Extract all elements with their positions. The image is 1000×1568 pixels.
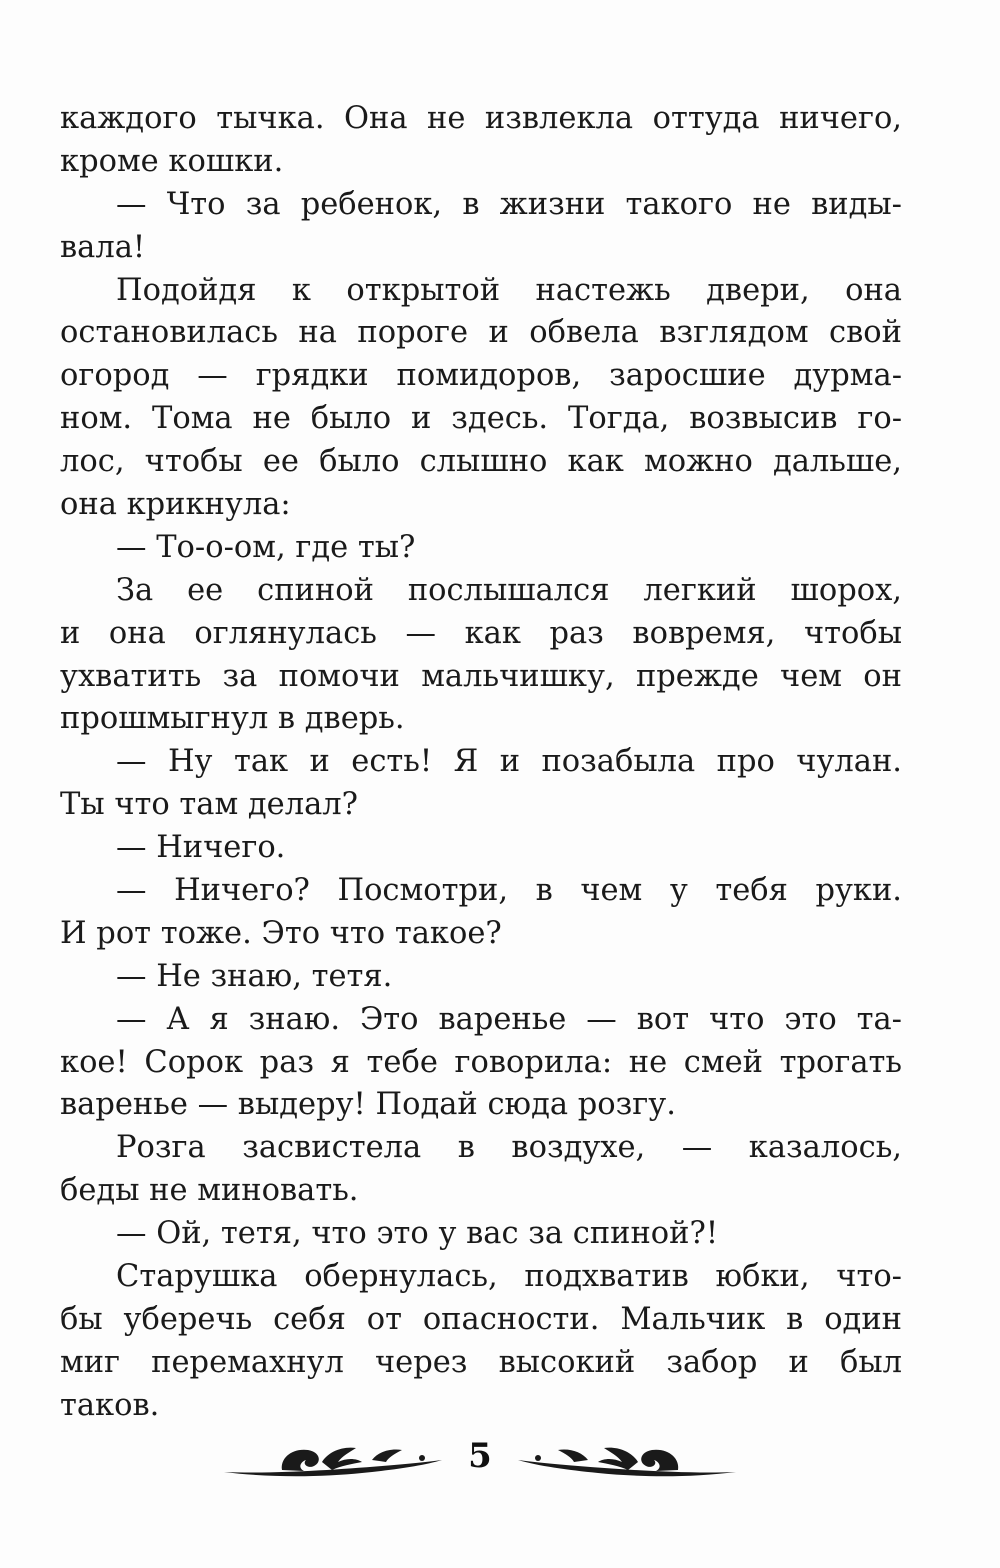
text-line: кое! Сорок раз я тебе говорила: не смей трогать [60, 1044, 902, 1080]
text-line: Ты что там делал? [60, 787, 359, 823]
text-line: — Ничего? Посмотри, в чем у тебя руки. [116, 873, 902, 909]
text-line: вала! [60, 229, 146, 265]
text-line: бы уберечь себя от опасности. Мальчик в один [60, 1301, 902, 1337]
text-line: прошмыгнул в дверь. [60, 701, 405, 737]
text-line: кроме кошки. [60, 143, 284, 179]
text-line: — Ну так и есть! Я и позабыла про чулан. [116, 744, 902, 780]
text-line: варенье — выдеру! Подай сюда розгу. [60, 1087, 676, 1123]
text-line: ном. Тома не было и здесь. Тогда, возвысив го- [60, 401, 902, 437]
text-line: она крикнула: [60, 487, 291, 523]
text-line: лос, чтобы ее было слышно как можно дальше, [60, 444, 902, 480]
text-line: и она оглянулась — как раз вовремя, чтобы [60, 615, 902, 651]
text-line: И рот тоже. Это что такое? [60, 915, 502, 951]
body-text [60, 98, 902, 1428]
text-line: — То-о-ом, где ты? [116, 529, 416, 565]
flourish-ornament-right-icon [516, 1440, 738, 1484]
text-line: каждого тычка. Она не извлекла оттуда ничего, [60, 101, 902, 136]
text-line: огород — грядки помидоров, заросшие дурма- [60, 358, 902, 394]
page-footer [0, 1430, 1000, 1500]
text-line: — Ничего. [116, 830, 286, 866]
page-number: 5 [468, 1436, 492, 1476]
text-line: — А я знаю. Это варенье — вот что это та- [116, 1001, 902, 1037]
flourish-ornament-left-icon [222, 1440, 444, 1484]
text-line: Подойдя к открытой настежь двери, она [116, 272, 902, 308]
text-line: — Ой, тетя, что это у вас за спиной?! [116, 1216, 719, 1252]
text-line: ухватить за помочи мальчишку, прежде чем он [60, 658, 902, 694]
text-line: таков. [60, 1387, 160, 1423]
text-line: Розга засвистела в воздухе, — казалось, [116, 1130, 902, 1166]
text-line: миг перемахнул через высокий забор и был [60, 1344, 902, 1380]
text-line: За ее спиной послышался легкий шорох, [116, 572, 902, 608]
text-line: беды не миновать. [60, 1173, 359, 1209]
text-line: остановилась на пороге и обвела взглядом свой [60, 315, 902, 351]
text-line: Старушка обернулась, подхватив юбки, что- [116, 1259, 902, 1295]
text-line: — Что за ребенок, в жизни такого не виды- [116, 186, 902, 222]
text-line: — Не знаю, тетя. [116, 958, 393, 994]
